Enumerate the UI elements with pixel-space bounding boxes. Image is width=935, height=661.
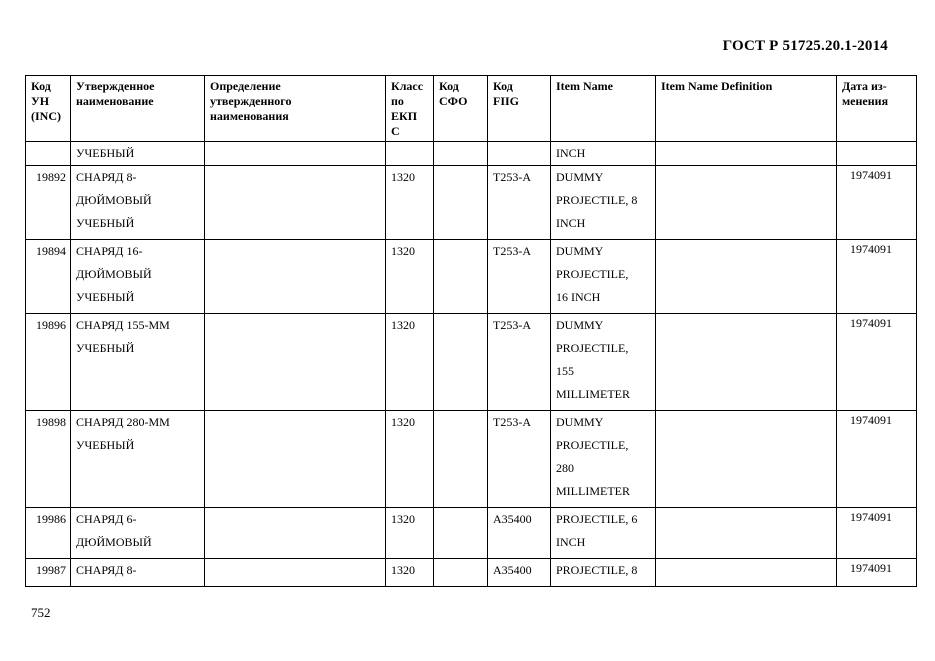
cell-name: СНАРЯД 6- ДЮЙМОВЫЙ — [71, 508, 205, 559]
cell-fiig: A35400 — [488, 559, 551, 587]
cell-name: СНАРЯД 155-ММ УЧЕБНЫЙ — [71, 314, 205, 411]
cell-fiig: T253-A — [488, 166, 551, 240]
cell-date: 1974091 — [837, 559, 917, 587]
column-header: Дата из- менения — [837, 76, 917, 142]
cell-sfo — [434, 314, 488, 411]
cell-class: 1320 — [386, 240, 434, 314]
cell-item-name: DUMMY PROJECTILE, 155 MILLIMETER — [551, 314, 656, 411]
cell-name: УЧЕБНЫЙ — [71, 142, 205, 166]
column-header: Item Name — [551, 76, 656, 142]
table-row — [26, 240, 917, 314]
cell-item-def — [656, 166, 837, 240]
cell-sfo — [434, 240, 488, 314]
cell-date — [837, 142, 917, 166]
table-row — [26, 559, 917, 587]
cell-item-name: PROJECTILE, 8 — [551, 559, 656, 587]
table-row — [26, 411, 917, 508]
cell-inc: 19986 — [26, 508, 71, 559]
column-header: Утвержденное наименование — [71, 76, 205, 142]
cell-class: 1320 — [386, 508, 434, 559]
cell-item-name: PROJECTILE, 6 INCH — [551, 508, 656, 559]
cell-class: 1320 — [386, 411, 434, 508]
cell-definition — [205, 166, 386, 240]
table-row — [26, 142, 917, 166]
cell-definition — [205, 314, 386, 411]
column-header: Item Name Definition — [656, 76, 837, 142]
cell-fiig: T253-A — [488, 240, 551, 314]
cell-inc: 19898 — [26, 411, 71, 508]
table-body — [26, 142, 917, 587]
items-table — [25, 75, 917, 587]
column-header: Определение утвержденного наименования — [205, 76, 386, 142]
document-id: ГОСТ Р 51725.20.1-2014 — [722, 38, 888, 54]
cell-item-name: DUMMY PROJECTILE, 8 INCH — [551, 166, 656, 240]
cell-sfo — [434, 166, 488, 240]
cell-definition — [205, 142, 386, 166]
cell-date: 1974091 — [837, 240, 917, 314]
cell-inc: 19987 — [26, 559, 71, 587]
cell-item-name: INCH — [551, 142, 656, 166]
cell-name: СНАРЯД 280-ММ УЧЕБНЫЙ — [71, 411, 205, 508]
cell-date: 1974091 — [837, 314, 917, 411]
cell-definition — [205, 559, 386, 587]
column-header: Код УН (INC) — [26, 76, 71, 142]
page-number: 752 — [31, 605, 51, 620]
cell-date: 1974091 — [837, 508, 917, 559]
cell-sfo — [434, 508, 488, 559]
cell-name: СНАРЯД 8- ДЮЙМОВЫЙ УЧЕБНЫЙ — [71, 166, 205, 240]
table-row — [26, 508, 917, 559]
cell-name: СНАРЯД 16- ДЮЙМОВЫЙ УЧЕБНЫЙ — [71, 240, 205, 314]
cell-fiig — [488, 142, 551, 166]
cell-inc: 19892 — [26, 166, 71, 240]
cell-item-def — [656, 508, 837, 559]
cell-sfo — [434, 559, 488, 587]
cell-sfo — [434, 142, 488, 166]
cell-class: 1320 — [386, 166, 434, 240]
cell-definition — [205, 240, 386, 314]
cell-name: СНАРЯД 8- — [71, 559, 205, 587]
cell-item-def — [656, 411, 837, 508]
cell-class: 1320 — [386, 314, 434, 411]
cell-inc: 19894 — [26, 240, 71, 314]
cell-item-def — [656, 559, 837, 587]
cell-date: 1974091 — [837, 166, 917, 240]
column-header: Код FIIG — [488, 76, 551, 142]
cell-fiig: T253-A — [488, 411, 551, 508]
cell-item-def — [656, 142, 837, 166]
cell-item-name: DUMMY PROJECTILE, 280 MILLIMETER — [551, 411, 656, 508]
cell-item-def — [656, 314, 837, 411]
cell-definition — [205, 508, 386, 559]
cell-inc: 19896 — [26, 314, 71, 411]
cell-date: 1974091 — [837, 411, 917, 508]
table-row — [26, 166, 917, 240]
table-row — [26, 314, 917, 411]
cell-fiig: A35400 — [488, 508, 551, 559]
cell-item-name: DUMMY PROJECTILE, 16 INCH — [551, 240, 656, 314]
column-header: Класс по ЕКП С — [386, 76, 434, 142]
cell-fiig: T253-A — [488, 314, 551, 411]
cell-class — [386, 142, 434, 166]
cell-item-def — [656, 240, 837, 314]
cell-definition — [205, 411, 386, 508]
table-header-row — [26, 76, 917, 142]
cell-class: 1320 — [386, 559, 434, 587]
cell-inc — [26, 142, 71, 166]
column-header: Код СФО — [434, 76, 488, 142]
cell-sfo — [434, 411, 488, 508]
